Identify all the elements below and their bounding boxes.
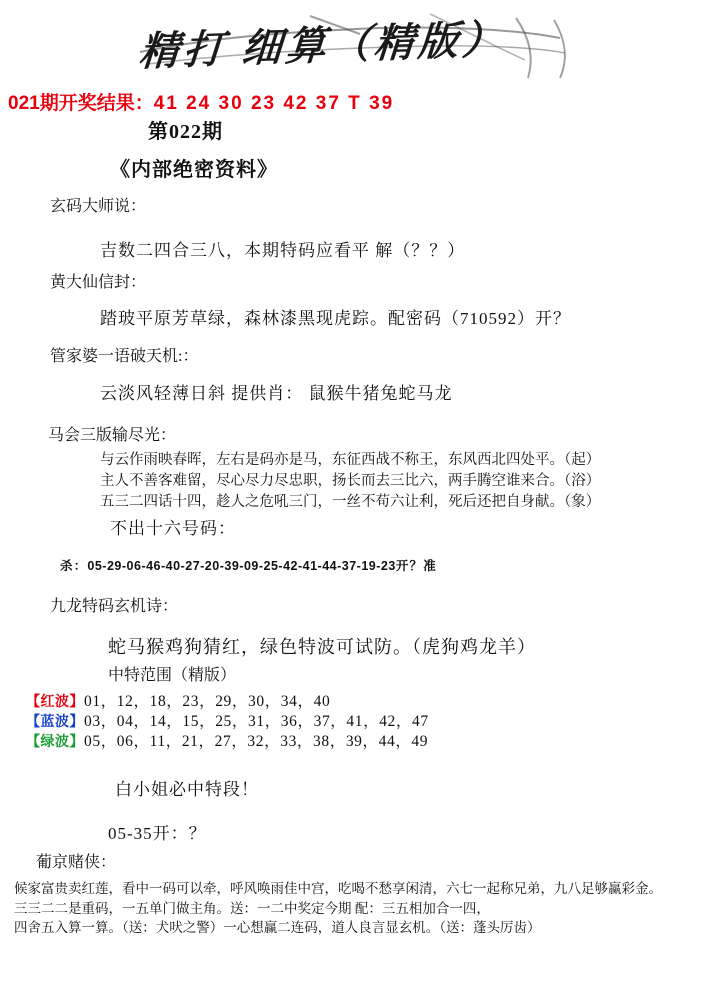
bai-xiaojie-line: 白小姐必中特段！ [115,780,259,799]
wave-row-blue [26,712,429,733]
mahui-extra: 不出十六号码： [110,519,236,538]
wave-numbers-red: 01，12，18，23，29，30，34，40 [84,693,331,710]
wave-row-red [26,692,330,713]
section-label-huangdaxian: 黄大仙信封： [50,274,147,291]
kill-prefix: 杀： [60,559,88,573]
draw-result-prefix: 021期开奖结果： [8,93,154,114]
section-content-xuanma: 吉数二四合三八，本期特码应看平 解（？？） [100,241,466,260]
wave-numbers-blue: 03，04，14，15，25，31，36，37，41，42，47 [84,713,429,730]
pujing-verse [14,879,704,938]
pujing-label: 葡京赌侠： [36,854,117,871]
kill-numbers: 05-29-06-46-40-27-20-39-09-25-42-41-44-37-19-23 [87,559,396,573]
draw-result-line [8,88,394,115]
mahui-line-3: 五三二四话十四，趁人之危吼三门，一丝不苟六让利，死后还把自身献。（象） [100,494,601,510]
draw-result-numbers: 41 24 30 23 42 37 T 39 [153,93,395,114]
poem-line: 蛇马猴鸡狗猜红，绿色特波可试防。（虎狗鸡龙羊） [108,637,536,657]
kill-numbers-line [60,556,437,574]
section-label-guanjiapo: 管家婆一语破天机:： [50,348,199,365]
logo-title: 精打 细算（精版） [137,16,508,75]
poem-label: 九龙特码玄机诗： [50,598,179,615]
section-content-guanjiapo: 云淡风轻薄日斜 提供肖： 鼠猴牛猪兔蛇马龙 [100,384,453,403]
issue-suffix: 期 [202,121,223,143]
mahui-line-1: 与云作雨映春晖，左右是码亦是马，东征西战不称王，东风西北四处平。（起） [100,452,601,468]
kill-suffix: 开？准 [395,559,437,573]
issue-value: 022 [169,121,202,143]
wave-numbers-green: 05，06，11，21，27，32，33，38，39，44，49 [84,733,429,750]
wave-tag-blue: 【蓝波】 [26,715,84,730]
issue-number [148,115,223,144]
header-logo [0,0,714,88]
wave-tag-red: 【红波】 [26,695,84,710]
open-line: 05-35开：？ [108,824,207,843]
pujing-line-2: 三三二二是重码，一五单门做主角。送：一二中奖定今期 配：三五相加合一四， [14,900,490,916]
wave-tag-green: 【绿波】 [26,735,84,750]
section-content-huangdaxian: 踏玻平原芳草绿，森林漆黑现虎踪。配密码（710592）开？ [100,309,571,328]
wave-row-green [26,732,428,753]
pujing-line-1: 候家富贵卖红莲，看中一码可以牵，呼风唤雨佳中宫，吃喝不愁享闲清，六七一起称兄弟，九八足够赢彩金。 [14,881,662,896]
section-label-xuanma: 玄码大师说： [50,198,147,215]
poem-subtitle: 中特范围（精版） [108,667,237,684]
section-label-mahui: 马会三版输尽光： [48,427,177,444]
pujing-line-3: 四舍五入算一算。（送：犬吠之警）一心想赢二连码，道人良言显玄机。（送：蓬头厉齿） [14,920,541,935]
mahui-line-2: 主人不善客难留，尽心尽力尽忠职，扬长而去三比六，两手腾空谁来合。（浴） [100,473,601,489]
secret-title: 《内部绝密资料》 [110,159,278,181]
issue-prefix: 第 [148,121,169,143]
